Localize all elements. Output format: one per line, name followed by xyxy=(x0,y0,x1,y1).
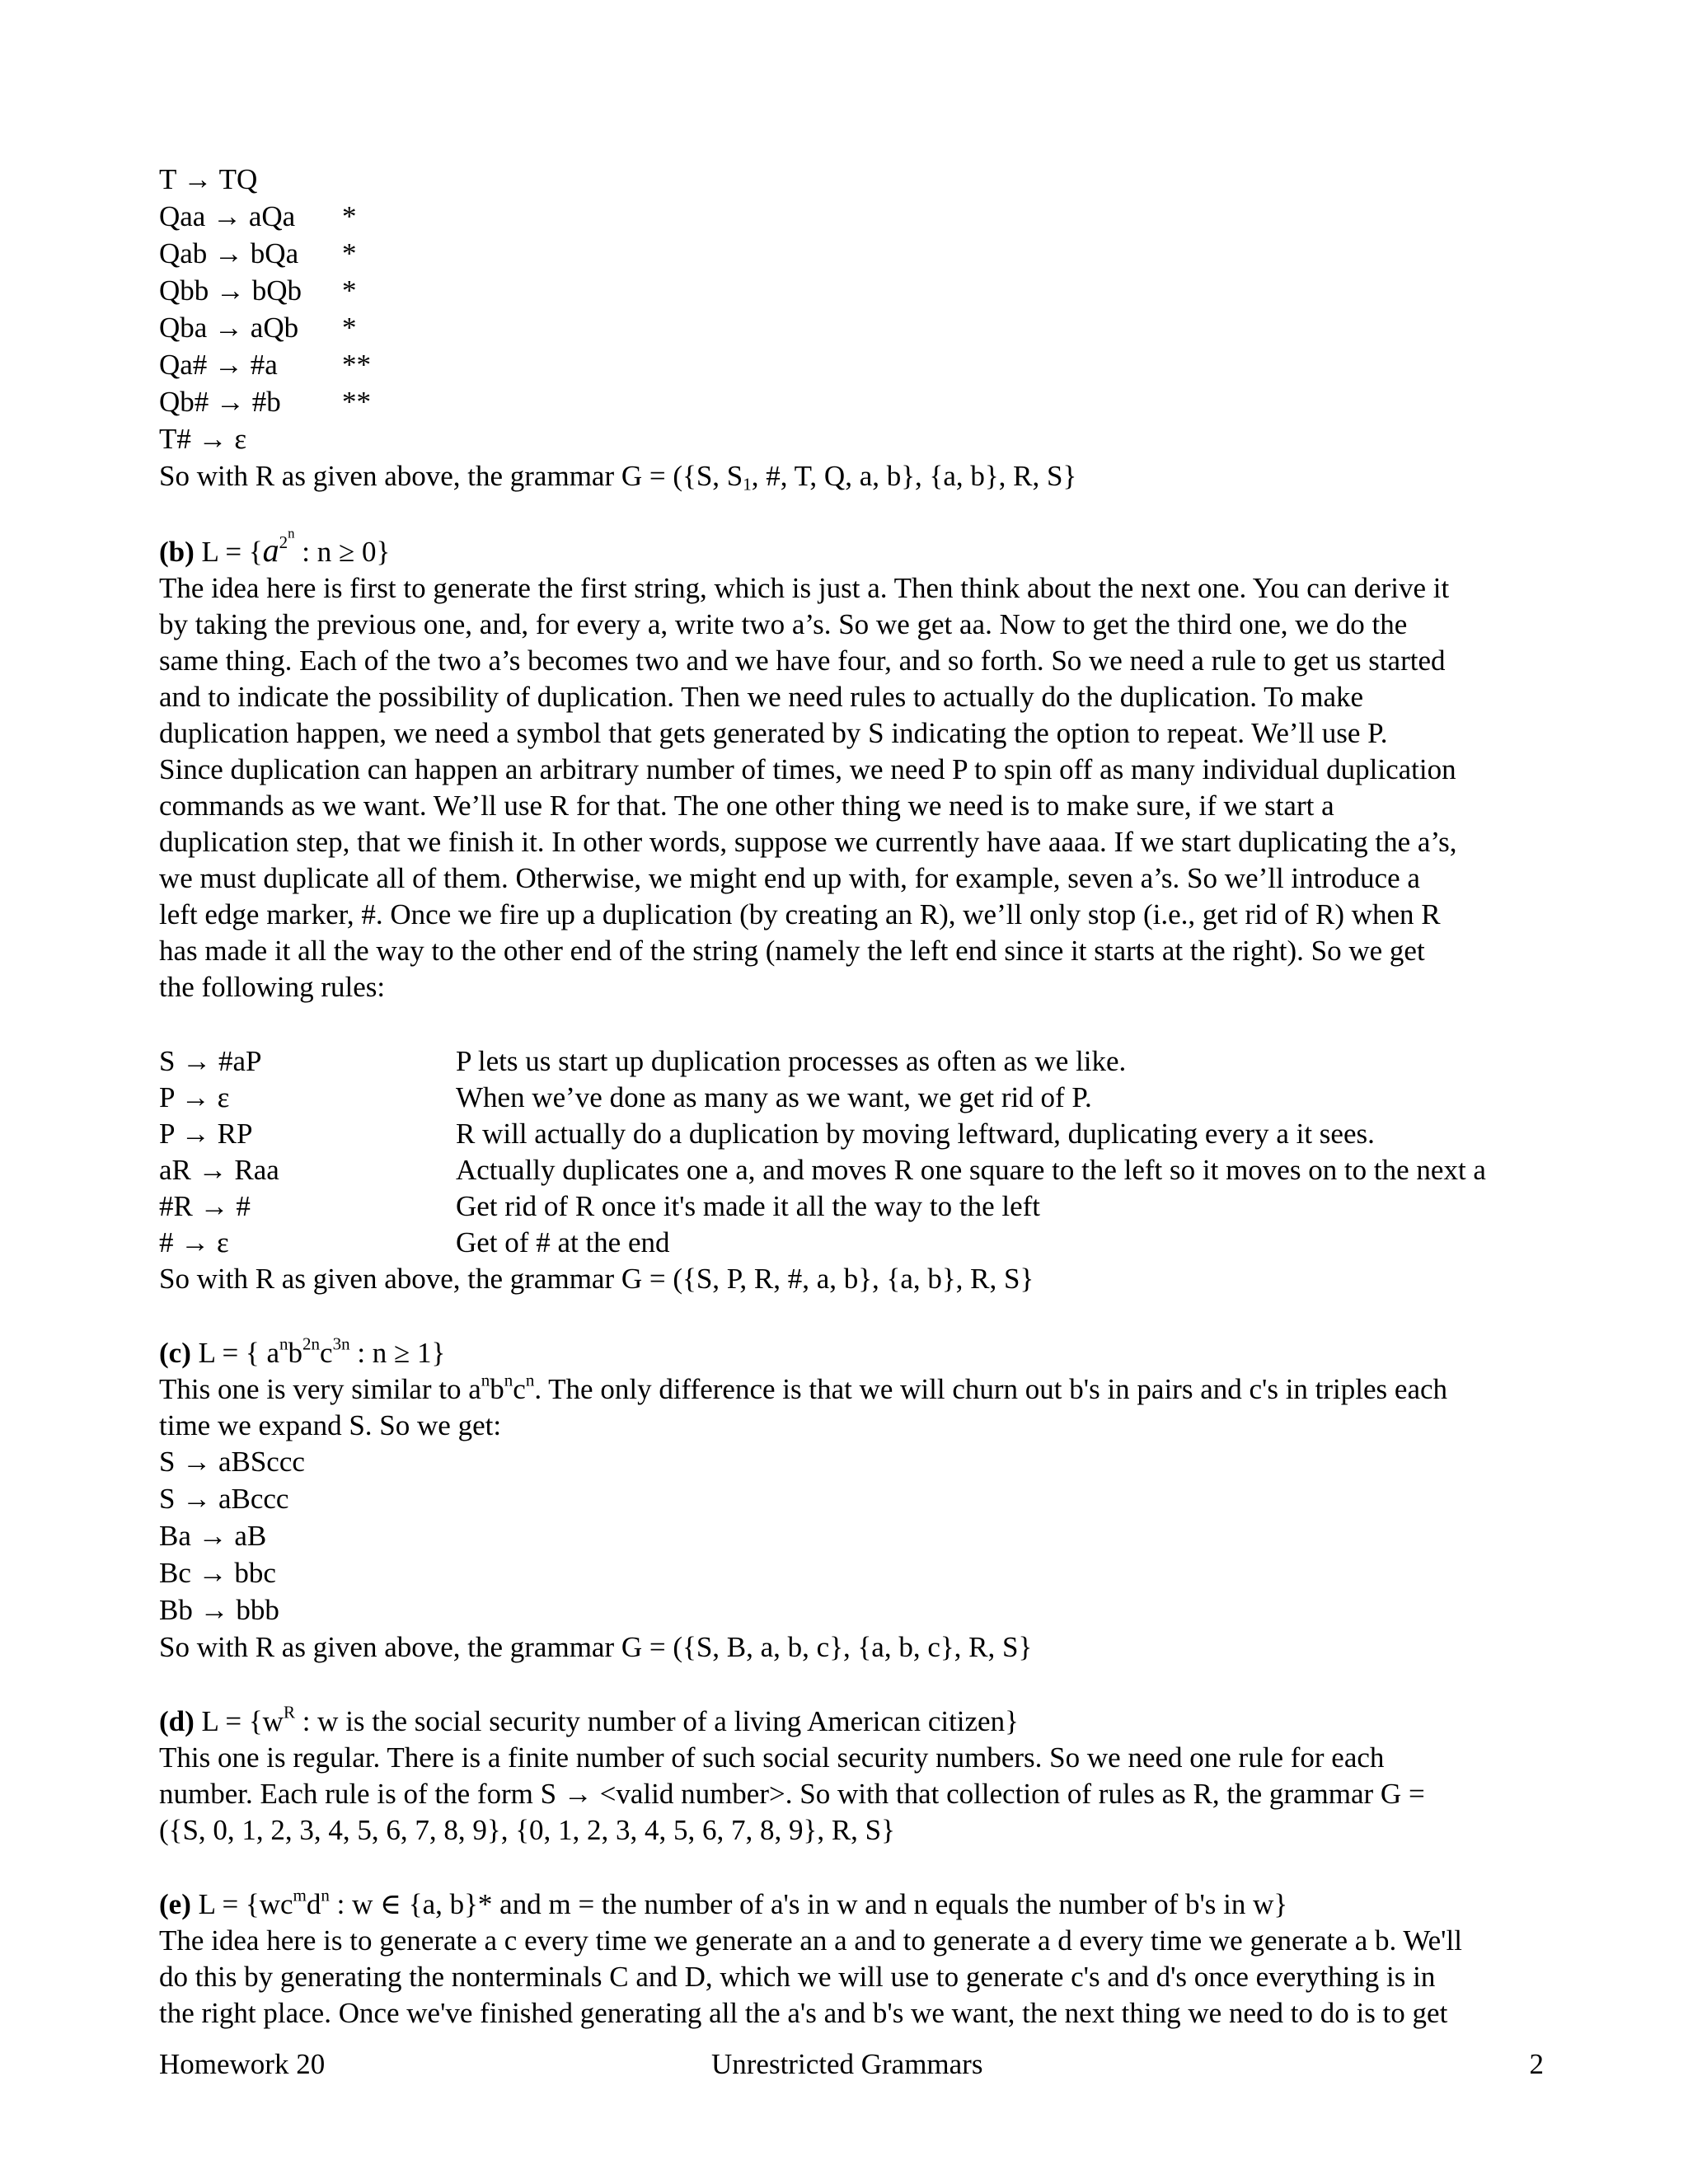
paragraph-line: The idea here is first to generate the first string, which is just a. Then think about the next one. You can derive it xyxy=(159,572,1450,604)
paragraph-line: commands as we want. We’ll use R for that. The one other thing we need is to make sure, if we start a xyxy=(159,790,1334,822)
rule-text: Bb → bbb xyxy=(159,1594,279,1626)
rule-description: When we’ve done as many as we want, we get rid of P. xyxy=(456,1081,1092,1113)
footer-center: Unrestricted Grammars xyxy=(711,2048,983,2080)
rule-text: P → ε xyxy=(159,1081,230,1113)
rule-line xyxy=(159,199,1544,236)
rule-text: Qb# → #b xyxy=(159,386,281,418)
paragraph-line: left edge marker, #. Once we fire up a duplication (by creating an R), we’ll only stop (i.e., get rid of R) when R xyxy=(159,898,1441,930)
rule-row xyxy=(159,1225,1544,1261)
rule-text: S → #aP xyxy=(159,1045,262,1077)
part-c-heading: (c) L = { $a^nb^{2n}c^{3n}$ : n ≥ 1} xyxy=(159,1333,446,1369)
rule-text: S → aBccc xyxy=(159,1483,289,1515)
page-body xyxy=(159,162,1544,2032)
rule-row xyxy=(159,1188,1544,1225)
rule-line xyxy=(159,236,1544,273)
footer-left: Homework 20 xyxy=(159,2048,326,2080)
rule-line xyxy=(159,384,1544,421)
spacer xyxy=(159,1849,1544,1886)
paragraph-line: number. Each rule is of the form S → <valid number>. So with that collection of rules as R, the grammar G = xyxy=(159,1778,1425,1810)
rule-text: Ba → aB xyxy=(159,1520,267,1552)
rule-row xyxy=(159,1043,1544,1080)
part-a-grammar: So with R as given above, the grammar G = ({S, $S_1$, #, T, Q, a, b}, {a, b}, R, S} xyxy=(159,460,1077,494)
part-d xyxy=(159,1704,1544,1849)
rule-mark: * xyxy=(342,274,357,307)
rule-text: Qaa → aQa xyxy=(159,200,296,232)
paragraph-line: duplication step, that we finish it. In other words, suppose we currently have aaaa. If we start duplicating the a’s, xyxy=(159,826,1457,858)
part-e-heading: (e) $L = \{wc^md^n$ : w ∈ {a, b}* and m = the number of a's in w and n equals the number of b's in w} xyxy=(159,1885,1288,1920)
rule-text: Qa# → #a xyxy=(159,349,278,381)
rule-text: # → ε xyxy=(159,1226,229,1258)
paragraph-line: same thing. Each of the two a’s becomes two and we have four, and so forth. So we need a rule to get us started xyxy=(159,644,1446,677)
rule-row xyxy=(159,1080,1544,1116)
rule-mark: * xyxy=(342,200,357,232)
page-footer xyxy=(159,2046,1544,2083)
rule-line xyxy=(159,347,1544,384)
part-d-heading: (d) $L = \{w^R$ : w is the social security number of a living American citizen} xyxy=(159,1702,1019,1737)
part-a-rules xyxy=(159,162,1544,494)
rule-line xyxy=(159,421,1544,458)
rule-description: Get rid of R once it's made it all the way to the left xyxy=(456,1190,1041,1222)
paragraph-line: has made it all the way to the other end of the string (namely the left end since it starts at the right). So we get xyxy=(159,935,1425,967)
part-e xyxy=(159,1886,1544,2032)
paragraph-line: and to indicate the possibility of duplication. Then we need rules to actually do the duplication. To make xyxy=(159,681,1364,713)
rule-text: P → RP xyxy=(159,1118,253,1150)
paragraph-line: duplication happen, we need a symbol that gets generated by S indicating the option to repeat. We’ll use P. xyxy=(159,717,1388,749)
rule-text: T → TQ xyxy=(159,163,258,195)
paragraph-line: we must duplicate all of them. Otherwise, we might end up with, for example, seven a’s. So we’ll introduce a xyxy=(159,862,1420,894)
rule-text: Qba → aQb xyxy=(159,312,299,344)
rule-line xyxy=(159,273,1544,310)
part-c-grammar: So with R as given above, the grammar G = ({S, B, a, b, c}, {a, b, c}, R, S} xyxy=(159,1631,1033,1663)
rule-mark: ** xyxy=(342,349,371,381)
rule-description: Actually duplicates one a, and moves R one square to the left so it moves on to the next a xyxy=(456,1154,1486,1186)
rule-line xyxy=(159,310,1544,347)
paragraph-line: The idea here is to generate a c every time we generate an a and to generate a d every time we generate a b. We'll xyxy=(159,1924,1462,1957)
rule-description: R will actually do a duplication by moving leftward, duplicating every a it sees. xyxy=(456,1118,1375,1150)
rule-text: aR → Raa xyxy=(159,1154,279,1186)
part-b xyxy=(159,525,1544,1297)
rule-text: Qab → bQa xyxy=(159,237,299,269)
spacer xyxy=(159,494,1544,532)
paragraph-line: ({S, 0, 1, 2, 3, 4, 5, 6, 7, 8, 9}, {0, 1, 2, 3, 4, 5, 6, 7, 8, 9}, R, S} xyxy=(159,1814,895,1846)
paragraph-line: the following rules: xyxy=(159,971,386,1003)
rule-row xyxy=(159,1152,1544,1188)
rule-text: #R → # xyxy=(159,1190,251,1222)
paragraph-line: Since duplication can happen an arbitrary number of times, we need P to spin off as many individual duplication xyxy=(159,753,1456,785)
spacer xyxy=(159,1666,1544,1704)
paragraph-line: do this by generating the nonterminals C and D, which we will use to generate c's and d's once everything is in xyxy=(159,1961,1436,1993)
page-number: 2 xyxy=(1529,2048,1544,2080)
rule-row xyxy=(159,1116,1544,1152)
paragraph-line: This one is very similar to $a^nb^nc^n$. The only difference is that we will churn out b's in pairs and c's in triples each xyxy=(159,1370,1448,1405)
paragraph-line: This one is regular. There is a finite number of such social security numbers. So we need one rule for each xyxy=(159,1741,1385,1774)
paragraph-line: the right place. Once we've finished generating all the a's and b's we want, the next thing we need to do is to get xyxy=(159,1997,1448,2029)
paragraph-line: by taking the previous one, and, for every a, write two a’s. So we get aa. Now to get the third one, we do the xyxy=(159,608,1408,640)
rule-description: P lets us start up duplication processes as often as we like. xyxy=(456,1045,1127,1077)
rule-mark: * xyxy=(342,312,357,344)
rule-text: Qbb → bQb xyxy=(159,274,302,307)
rule-mark: ** xyxy=(342,386,371,418)
spacer xyxy=(159,1005,1544,1043)
rule-text: Bc → bbc xyxy=(159,1557,276,1589)
spacer xyxy=(159,1297,1544,1335)
part-c xyxy=(159,1335,1544,1666)
rule-description: Get of # at the end xyxy=(456,1226,670,1258)
part-b-heading: (b) $L = \{a^{2^n}$ : n ≥ 0} xyxy=(159,525,391,569)
rule-line xyxy=(159,162,1544,199)
rule-text: S → aBSccc xyxy=(159,1446,305,1478)
paragraph-line: time we expand S. So we get: xyxy=(159,1409,502,1441)
rule-text: T# → ε xyxy=(159,423,247,455)
rule-mark: * xyxy=(342,237,357,269)
part-b-grammar: So with R as given above, the grammar G = ({S, P, R, #, a, b}, {a, b}, R, S} xyxy=(159,1263,1034,1295)
